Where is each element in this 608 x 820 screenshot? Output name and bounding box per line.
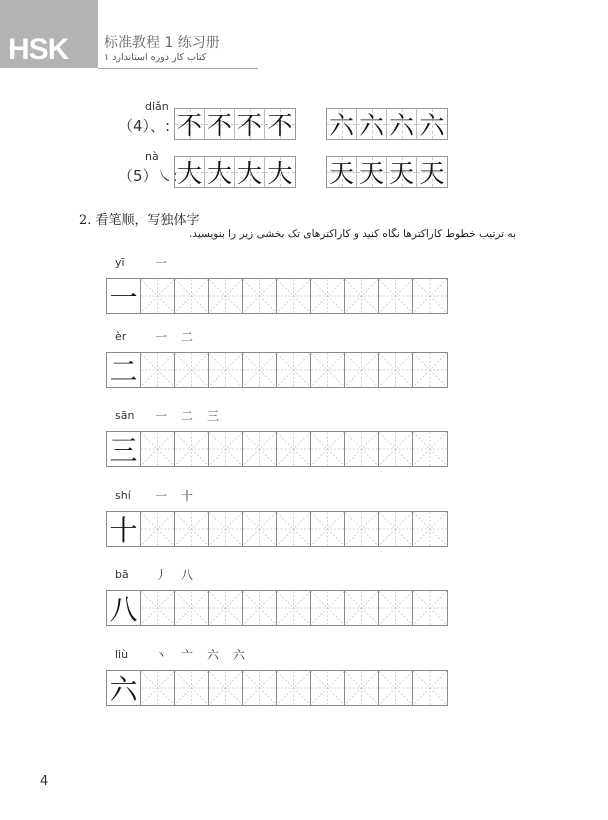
practice-cell[interactable] [243,671,277,705]
pinyin-label: sān [115,409,135,422]
stroke-step: 一 [155,330,168,344]
practice-cell[interactable] [413,432,447,466]
practice-cell[interactable] [141,512,175,546]
model-char-cell: 八 [107,591,141,625]
practice-cell[interactable] [345,432,379,466]
practice-cell[interactable] [175,591,209,625]
practice-cell[interactable] [277,432,311,466]
practice-cell[interactable] [311,671,345,705]
header-logo-block [0,0,98,68]
practice-cell[interactable] [345,591,379,625]
char-group-2 [326,108,448,140]
model-char-cell: 十 [107,512,141,546]
practice-cell[interactable] [345,671,379,705]
practice-cell[interactable] [277,591,311,625]
practice-cell[interactable] [413,353,447,387]
practice-cell[interactable] [243,353,277,387]
char-cell: 大 [265,157,295,187]
stroke-step: 三 [207,409,220,423]
section-instruction-fa: به ترتیب خطوط کاراکترها نگاه کنید و کاراکترهای تک بخشی زیر را بنویسید. [188,228,516,240]
practice-cell[interactable] [345,279,379,313]
pinyin-label: diǎn [145,100,169,113]
model-char-cell: 六 [107,671,141,705]
stroke-step: 六 [233,648,246,662]
pinyin-label: bā [115,568,129,581]
stroke-step: 二 [181,409,194,423]
char-cell: 天 [327,157,357,187]
practice-cell[interactable] [277,671,311,705]
stroke-step: 丿 [155,568,168,582]
practice-cell[interactable] [209,671,243,705]
practice-cell[interactable] [379,591,413,625]
stroke-step: 亠 [181,648,194,662]
stroke-order [155,254,167,271]
practice-cell[interactable] [413,671,447,705]
practice-cell[interactable] [243,512,277,546]
stroke-step: 一 [155,256,168,270]
stroke-order [155,407,219,424]
practice-cell[interactable] [209,353,243,387]
practice-cell[interactable] [141,671,175,705]
stroke-step: 六 [207,648,220,662]
practice-cell[interactable] [175,353,209,387]
section-title: 2. 看笔顺，写独体字 [79,213,200,228]
practice-cell[interactable] [175,671,209,705]
pinyin-label: liù [115,648,129,661]
char-cell: 天 [387,157,417,187]
practice-cell[interactable] [311,512,345,546]
char-cell: 六 [357,109,387,139]
char-cell: 天 [417,157,447,187]
char-group-1 [174,156,296,188]
stroke-step: 丶 [155,648,168,662]
practice-cell[interactable] [379,279,413,313]
practice-cell[interactable] [345,512,379,546]
stroke-order [155,566,193,583]
char-cell: 六 [327,109,357,139]
practice-cell[interactable] [413,279,447,313]
model-char-cell: 一 [107,279,141,313]
book-subtitle-fa: کتاب کار دوره استاندارد ۱ [104,52,207,63]
practice-cell[interactable] [209,432,243,466]
char-group-2 [326,156,448,188]
practice-cell[interactable] [277,353,311,387]
practice-cell[interactable] [243,279,277,313]
stroke-order [155,328,193,345]
writing-grid [106,670,448,706]
stroke-order [155,646,245,663]
hsk-logo: HSK [8,33,69,66]
writing-grid [106,278,448,314]
practice-cell[interactable] [209,279,243,313]
char-cell: 六 [417,109,447,139]
char-group-1 [174,108,296,140]
practice-cell[interactable] [379,671,413,705]
practice-cell[interactable] [379,512,413,546]
practice-cell[interactable] [311,353,345,387]
practice-cell[interactable] [379,432,413,466]
char-cell: 不 [235,109,265,139]
char-cell: 不 [205,109,235,139]
char-cell: 不 [175,109,205,139]
practice-cell[interactable] [243,591,277,625]
writing-grid [106,431,448,467]
char-cell: 大 [175,157,205,187]
model-char-cell: 三 [107,432,141,466]
stroke-step: 二 [181,330,194,344]
practice-cell[interactable] [345,353,379,387]
writing-grid [106,590,448,626]
row-label: （4）、: [118,117,171,135]
practice-cell[interactable] [175,279,209,313]
practice-cell[interactable] [175,512,209,546]
char-cell: 天 [357,157,387,187]
practice-cell[interactable] [277,279,311,313]
practice-cell[interactable] [277,512,311,546]
book-title: 标准教程 1 练习册 [104,35,220,51]
practice-cell[interactable] [413,512,447,546]
practice-cell[interactable] [141,591,175,625]
stroke-order [155,487,193,504]
practice-cell[interactable] [413,591,447,625]
char-cell: 六 [387,109,417,139]
practice-cell[interactable] [175,432,209,466]
pinyin-label: èr [115,330,127,343]
model-char-cell: 二 [107,353,141,387]
pinyin-label: yī [115,256,125,269]
stroke-step: 一 [155,409,168,423]
practice-cell[interactable] [141,432,175,466]
page-number: 4 [40,774,49,789]
pinyin-label: nà [145,150,159,163]
practice-cell[interactable] [311,279,345,313]
practice-cell[interactable] [311,432,345,466]
practice-cell[interactable] [243,432,277,466]
stroke-step: 十 [181,489,194,503]
practice-cell[interactable] [209,512,243,546]
writing-grid [106,352,448,388]
stroke-step: 八 [181,568,194,582]
practice-cell[interactable] [311,591,345,625]
practice-cell[interactable] [379,353,413,387]
header-rule [98,68,258,69]
char-cell: 大 [235,157,265,187]
writing-grid [106,511,448,547]
stroke-step: 一 [155,489,168,503]
char-cell: 不 [265,109,295,139]
char-cell: 大 [205,157,235,187]
pinyin-label: shí [115,489,131,502]
row-label: （5）㇏: [118,167,178,185]
practice-cell[interactable] [141,279,175,313]
practice-cell[interactable] [209,591,243,625]
practice-cell[interactable] [141,353,175,387]
